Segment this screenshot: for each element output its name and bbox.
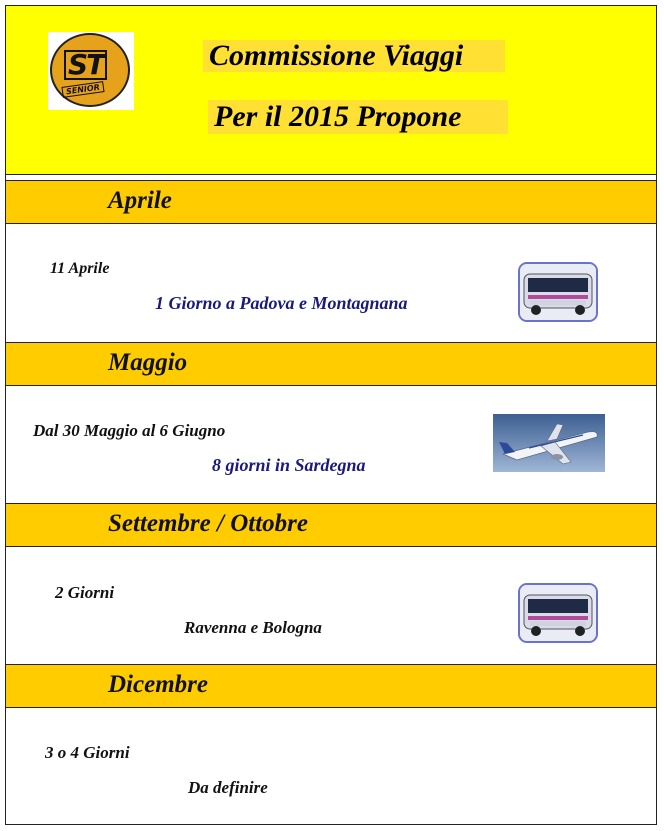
bus-icon: [518, 262, 598, 322]
trip-description: Ravenna e Bologna: [184, 618, 322, 637]
logo-mark: ST: [64, 48, 107, 81]
month-label: Aprile: [108, 187, 172, 214]
month-band-settembre-ottobre: [5, 503, 657, 547]
logo-disc: [50, 33, 130, 107]
trip-date: Dal 30 Maggio al 6 Giugno: [33, 421, 226, 440]
month-band-dicembre: [5, 664, 657, 708]
trip-date: 3 o 4 Giorni: [45, 743, 130, 762]
bus-icon: [518, 583, 598, 643]
logo-sub: SENIOR: [61, 81, 104, 98]
airplane-icon: [493, 414, 605, 472]
title-line-2: Per il 2015 Propone: [208, 100, 508, 134]
title-line-1: Commissione Viaggi: [203, 40, 505, 72]
month-label: Settembre / Ottobre: [108, 510, 308, 537]
month-label: Maggio: [108, 349, 188, 376]
header: [5, 5, 657, 175]
st-senior-logo: [48, 32, 134, 110]
trip-date: 11 Aprile: [50, 260, 110, 277]
month-band-aprile: [5, 180, 657, 224]
trip-description: 8 giorni in Sardegna: [212, 455, 366, 475]
month-band-maggio: [5, 342, 657, 386]
trip-description: Da definire: [188, 778, 268, 797]
trip-date: 2 Giorni: [55, 583, 115, 602]
trip-description: 1 Giorno a Padova e Montagnana: [155, 293, 408, 313]
month-label: Dicembre: [108, 671, 208, 698]
